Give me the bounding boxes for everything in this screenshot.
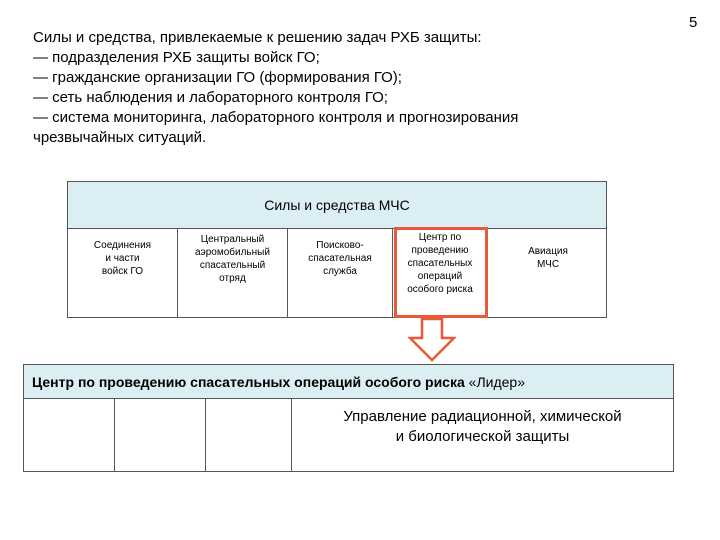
cell-line: операций: [417, 271, 463, 282]
highlight-frame: [394, 227, 488, 318]
cell-line: служба: [323, 266, 357, 277]
page-number: 5: [689, 14, 698, 31]
intro-line: чрезвычайных ситуаций.: [33, 129, 207, 146]
leader-title: [24, 365, 673, 399]
down-arrow-icon: [408, 318, 456, 362]
leader-title-name: «Лидер»: [464, 374, 525, 390]
mchs-title: Силы и средства МЧС: [68, 182, 606, 229]
cell-line: спасательных: [407, 258, 473, 269]
mchs-unit-aviation: [488, 229, 608, 318]
intro-line: — подразделения РХБ защиты войск ГО;: [33, 49, 320, 66]
cell-line: Поисково-: [316, 240, 364, 251]
leader-empty-cell: [115, 399, 206, 472]
leader-rchbz-directorate: [292, 399, 673, 472]
cell-line: войск ГО: [101, 266, 144, 277]
intro-line: Силы и средства, привлекаемые к решению задач РХБ защиты:: [33, 29, 482, 46]
mchs-unit-search-rescue: [288, 229, 393, 318]
mchs-unit-airmobile-rescue: [178, 229, 288, 318]
cell-line: Центр по: [418, 232, 462, 243]
cell-line: Соединения: [93, 240, 152, 251]
cell-line: МЧС: [536, 259, 560, 270]
cell-line: проведению: [411, 245, 469, 256]
cell-line: особого риска: [407, 284, 473, 295]
mchs-structure-box: [67, 181, 607, 318]
intro-line: — система мониторинга, лабораторного контроля и прогнозирования: [33, 109, 519, 126]
leader-empty-cell: [206, 399, 292, 472]
leader-title-bold: Центр по проведению спасательных операций особого риска: [32, 374, 465, 390]
mchs-unit-civil-defense-troops: [68, 229, 178, 318]
unit-line: Управление радиационной, химической: [343, 408, 622, 425]
intro-line: — гражданские организации ГО (формирования ГО);: [33, 69, 402, 86]
cell-line: спасательный: [199, 260, 266, 271]
leader-center-box: [23, 364, 674, 472]
cell-line: спасательная: [308, 253, 372, 264]
cell-line: аэромобильный: [195, 247, 270, 258]
unit-line: и биологической защиты: [395, 428, 570, 445]
cell-line: и части: [105, 253, 140, 264]
leader-empty-cell: [24, 399, 115, 472]
intro-text: [33, 28, 673, 148]
cell-line: Авиация: [528, 246, 568, 257]
intro-line: — сеть наблюдения и лабораторного контроля ГО;: [33, 89, 388, 106]
cell-line: отряд: [219, 273, 246, 284]
cell-line: Центральный: [200, 234, 265, 245]
